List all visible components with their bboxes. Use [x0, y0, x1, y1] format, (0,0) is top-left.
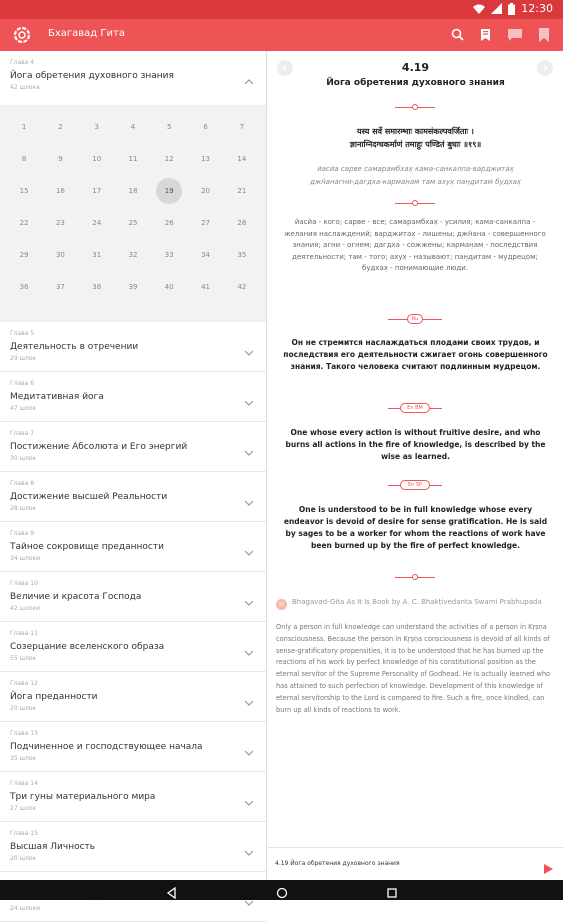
translit-line-2: джн̃анагни-дагдха-карман̣ам̇ там ахух̣ пан̣д̣итам̇ будхах̣ [309, 178, 522, 186]
chapter-item-expanded[interactable] [0, 51, 266, 105]
chapter-item[interactable] [0, 372, 266, 422]
verse-cell[interactable]: 13 [201, 155, 210, 163]
chapter-item[interactable] [0, 472, 266, 522]
chapter-item[interactable] [0, 422, 266, 472]
verse-cell[interactable]: 38 [92, 283, 102, 291]
verse-number: 4.19 [401, 61, 430, 74]
verse-cell[interactable]: 10 [92, 155, 102, 163]
verse-cell[interactable]: 25 [128, 219, 138, 227]
chevron-down-icon[interactable] [244, 792, 254, 800]
clock: 12:30 [521, 2, 553, 15]
chapter-count: 20 шлок [10, 855, 37, 862]
verse-cell[interactable]: 2 [58, 123, 63, 131]
sanskrit-line-1: यस्य सर्वे समारम्भाः कामसंकल्पवर्जिताः । [357, 127, 474, 136]
verse-cell[interactable]: 34 [201, 251, 210, 259]
wifi-icon [473, 4, 485, 14]
verse-cell[interactable]: 7 [239, 123, 245, 131]
verse-cell[interactable]: 15 [19, 187, 29, 195]
verse-cell[interactable]: 39 [128, 283, 138, 291]
chapter-count: 29 шлок [10, 355, 37, 362]
chapter-list [0, 51, 267, 912]
verse-cell[interactable]: 17 [92, 187, 102, 195]
back-icon[interactable] [166, 884, 178, 896]
chapter-count: 47 шлок [10, 405, 37, 412]
verse-grid-row [0, 143, 266, 175]
chevron-down-icon[interactable] [244, 442, 254, 450]
verse-cell[interactable]: 4 [130, 123, 136, 131]
status-bar [0, 0, 563, 19]
app-bar [0, 19, 563, 51]
tag-en-sp[interactable]: En SP [400, 480, 430, 490]
translation-ru: Он не стремится наслаждаться плодами своих трудов, и последствия его деятельности сжигает огонь совершенного знания. Такого человека считают подлинным мудрецом. [283, 338, 548, 371]
verse-cell[interactable]: 41 [201, 283, 210, 291]
chapter-count: 42 шлоки [10, 605, 41, 612]
verse-grid-row [0, 175, 266, 207]
verse-cell[interactable]: 40 [164, 283, 174, 291]
verse-cell[interactable]: 28 [237, 219, 247, 227]
verse-cell[interactable]: 42 [237, 283, 247, 291]
translation-en-sp: One is understood to be in full knowledge whose every endeavor is devoid of desire for sense gratification. He is said by sages to be a worker for whom the reactions of work have been burned up by the fire of perfect knowledge. [283, 505, 548, 550]
verse-cell[interactable]: 11 [128, 155, 138, 163]
section-divider [395, 199, 435, 207]
recents-icon[interactable] [386, 884, 398, 896]
audio-player-bar[interactable] [268, 847, 563, 880]
chapter-title: Деятельность в отречении [10, 342, 139, 352]
chapter-item[interactable] [0, 572, 266, 622]
chapter-count: 35 шлок [10, 755, 37, 762]
audio-title: 4.19 Йога обретения духовного знания [275, 860, 400, 867]
home-icon[interactable] [276, 884, 288, 896]
chevron-down-icon[interactable] [244, 392, 254, 400]
chapter-count: 27 шлок [10, 805, 37, 812]
chapter-count: 20 шлок [10, 705, 37, 712]
search-icon[interactable] [450, 27, 466, 43]
chevron-down-icon[interactable] [244, 592, 254, 600]
chapter-count: 55 шлок [10, 655, 37, 662]
verse-cell[interactable]: 16 [55, 187, 65, 195]
verse-grid-row [0, 239, 266, 271]
chapter-label: Глава 7 [10, 430, 35, 437]
chapter-item[interactable] [0, 622, 266, 672]
chevron-up-icon[interactable] [244, 71, 254, 79]
chapter-label: Глава 13 [10, 730, 38, 737]
comment-icon[interactable] [507, 27, 523, 43]
chapter-label: Глава 14 [10, 780, 38, 787]
verse-cell[interactable]: 12 [164, 155, 174, 163]
chapter-count: 28 шлок [10, 505, 37, 512]
tag-en-bm[interactable]: En BM [400, 403, 430, 413]
play-icon[interactable] [544, 859, 553, 869]
purport-text: Only a person in full knowledge can understand the activities of a person in Kṛṣṇa consciousness. Because the person in Kṛṣṇa consciousness is devoid of all kinds of sense-gratificatory propensities, it is to be understood that he has burned up the reactions of his work by perfect knowledge of his constitutional position as the eternal servitor of the Supreme Personality of Godhead. He is actually learned who has attained to such perfection of knowledge. Development of this knowledge of eternal servitorship to the Lord is compared to fire. Such a fire, once kindled, can burn up all kinds of reactions to work. [276, 623, 551, 714]
bookmark-icon[interactable] [536, 27, 552, 43]
verse-cell[interactable]: 23 [55, 219, 65, 227]
app-title: Бхагавад Гита [48, 28, 125, 39]
verse-panel [268, 51, 563, 880]
verse-cell[interactable]: 32 [128, 251, 138, 259]
tag-ru[interactable]: Ru [407, 314, 423, 324]
verse-cell[interactable]: 24 [92, 219, 102, 227]
verse-cell[interactable]: 9 [58, 155, 63, 163]
verse-cell[interactable]: 30 [55, 251, 65, 259]
verse-cell[interactable]: 22 [19, 219, 29, 227]
verse-cell[interactable]: 21 [237, 187, 247, 195]
signal-icon [491, 3, 502, 14]
chevron-down-icon[interactable] [244, 342, 254, 350]
chevron-down-icon[interactable] [244, 642, 254, 650]
chapter-title: Йога обретения духовного знания [10, 71, 174, 81]
section-divider [395, 103, 435, 111]
chapter-label: Глава 10 [10, 580, 38, 587]
chapter-item[interactable] [0, 522, 266, 572]
chapter-title: Йога преданности [10, 692, 98, 702]
verse-cell[interactable]: 1 [21, 123, 27, 131]
chapter-label: Глава 15 [10, 830, 38, 837]
verse-grid-row [0, 207, 266, 239]
verse-title: Йога обретения духовного знания [326, 78, 505, 88]
chapter-label: Глава 6 [10, 380, 35, 387]
section-divider [395, 573, 435, 581]
verse-cell[interactable]: 18 [128, 187, 138, 195]
chevron-down-icon[interactable] [244, 842, 254, 850]
chapter-item[interactable] [0, 772, 266, 822]
purport-source: Bhagavad-Gita As It Is Book by A. C. Bhaktivedanta Swami Prabhupada [292, 598, 542, 606]
bookmark-list-icon[interactable] [478, 27, 494, 43]
chapter-title: Величие и красота Господа [10, 592, 142, 602]
verse-cell[interactable]: 14 [237, 155, 247, 163]
chapter-label: Глава 4 [10, 59, 35, 66]
verse-cell[interactable]: 19 [156, 178, 182, 204]
chapter-title: Высшая Личность [10, 842, 96, 852]
verse-grid-row [0, 111, 266, 143]
verse-grid [0, 105, 266, 322]
verse-cell[interactable]: 20 [201, 187, 210, 195]
chapter-title: Три гуны материального мира [10, 792, 156, 802]
chevron-down-icon[interactable] [244, 692, 254, 700]
chevron-down-icon[interactable] [244, 742, 254, 750]
app-logo-icon[interactable] [13, 26, 31, 44]
verse-cell[interactable]: 36 [19, 283, 29, 291]
chapter-item[interactable] [0, 822, 266, 872]
chapter-label: Глава 9 [10, 530, 35, 537]
verse-cell[interactable]: 8 [21, 155, 27, 163]
chapter-title: Подчиненное и господствующее начала [10, 742, 203, 752]
chapter-title: Тайное сокровище преданности [10, 542, 164, 552]
chapter-count: 24 шлоки [10, 905, 41, 912]
translit-line-1: йасйа сарве самарамбхах̣ кама-санкалпа-варджитах̣ [317, 165, 514, 173]
verse-cell[interactable]: 27 [201, 219, 210, 227]
chapter-title: Медитативная йога [10, 392, 104, 402]
verse-cell[interactable]: 26 [164, 219, 174, 227]
chapter-title: Созерцание вселенского образа [10, 642, 165, 652]
chapter-label: Глава 11 [10, 630, 38, 637]
verse-cell[interactable]: 29 [19, 251, 29, 259]
author-badge: SP [276, 599, 287, 610]
chevron-down-icon[interactable] [244, 492, 254, 500]
chapter-count: 34 шлоки [10, 555, 41, 562]
verse-cell[interactable]: 6 [203, 123, 208, 131]
chapter-label: Глава 5 [10, 330, 35, 337]
chapter-label: Глава 8 [10, 480, 35, 487]
verse-cell[interactable]: 5 [167, 123, 172, 131]
battery-icon [508, 3, 515, 15]
chapter-title: Постижение Абсолюта и Его энергий [10, 442, 188, 452]
chapter-title: Достижение высшей Реальности [10, 492, 168, 502]
chapter-item[interactable] [0, 722, 266, 772]
chapter-item[interactable] [0, 672, 266, 722]
verse-cell[interactable]: 31 [92, 251, 102, 259]
verse-grid-row [0, 271, 266, 303]
verse-cell[interactable]: 3 [94, 123, 99, 131]
chapter-count: 42 шлока [10, 84, 40, 91]
verse-cell[interactable]: 35 [237, 251, 247, 259]
chevron-down-icon[interactable] [244, 542, 254, 550]
verse-cell[interactable]: 33 [164, 251, 174, 259]
chapter-count: 30 шлок [10, 455, 37, 462]
system-nav-bar [0, 880, 563, 900]
translation-en-bm: One whose every action is without fruitive desire, and who burns all actions in the fire of knowledge, is described by the wise as learned. [285, 428, 546, 461]
chapter-label: Глава 12 [10, 680, 38, 687]
chapter-item[interactable] [0, 322, 266, 372]
verse-cell[interactable]: 37 [55, 283, 65, 291]
word-synonyms: йасйа - кого; сарве - все; самарамбхах̣ - усилия; кама-санкалпа - желания наслаждений; варджитах̣ - лишены; джн̃ана - совершенного знания; агни - огнем; дагдха - сожжены; карман̣ам - последствия деятельности; там - того; ахух̣ - называют; пан̣д̣итам - мудрецом; будхах̣ - понимающие люди. [284, 218, 546, 272]
sanskrit-line-2: ज्ञानाग्निदग्धकर्माणं तमाहुः पण्डितं बुधाः ॥१९॥ [349, 140, 482, 149]
